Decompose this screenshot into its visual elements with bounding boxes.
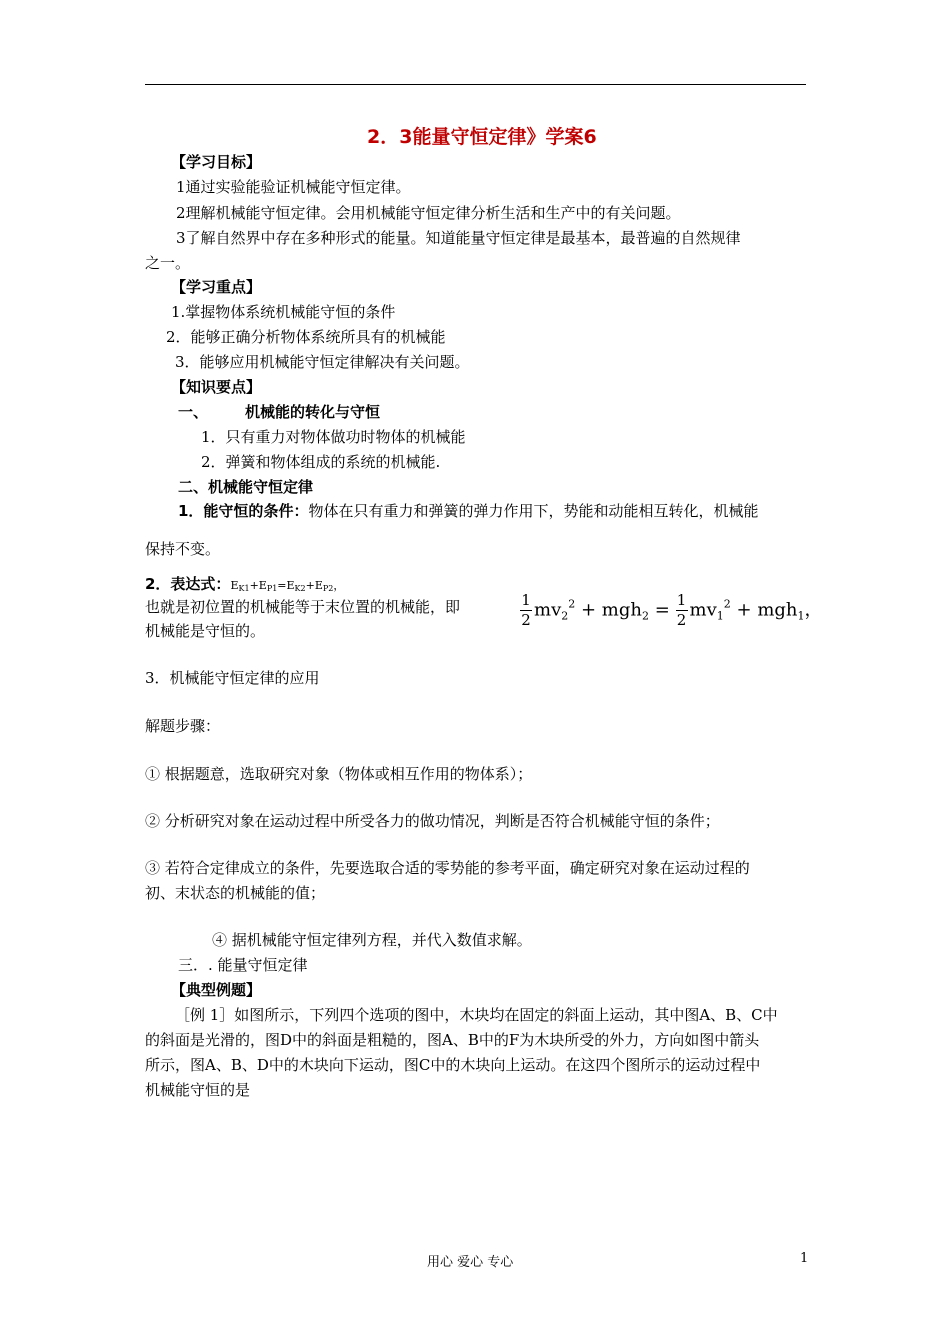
examples-heading: 【典型例题】 [171, 981, 262, 999]
goal-3-cont: 之一。 [145, 254, 191, 272]
step-3: ③ 若符合定律成立的条件，先要选取合适的零势能的参考平面，确定研究对象在运动过程的 [145, 859, 750, 877]
step-2: ② 分析研究对象在运动过程中所受各力的做功情况，判断是否符合机械能守恒的条件； [145, 812, 720, 830]
section1-number: 一、 [178, 403, 209, 421]
expression-text-cont: 机械能是守恒的。 [145, 622, 266, 640]
example-line-1: ［例 1］如图所示，下列四个选项的图中，木块均在固定的斜面上运动，其中图A、B、C中 [175, 1006, 778, 1024]
steps-label: 解题步骤： [145, 717, 221, 735]
expression-label: 2．表达式： [145, 575, 231, 593]
goals-heading: 【学习目标】 [171, 153, 262, 171]
section1-title: 机械能的转化与守恒 [245, 403, 381, 421]
section1-item-2: 2．弹簧和物体组成的系统的机械能. [201, 453, 441, 471]
key-point-3: 3．能够应用机械能守恒定律解决有关问题。 [175, 353, 470, 371]
condition-text-cont: 保持不变。 [145, 540, 221, 558]
goal-1: 1通过实验能验证机械能守恒定律。 [176, 178, 411, 196]
example-line-2: 的斜面是光滑的，图D中的斜面是粗糙的，图A、B中的F为木块所受的外力，方向如图中箭头 [145, 1031, 760, 1049]
expression-formula-text: $E_{K1}+E_{P1}=E_{K2}+E_{P2}$， [230, 579, 345, 593]
example-line-3: 所示，图A、B、D中的木块向下运动，图C中的木块向上运动。在这四个图所示的运动过程中 [145, 1056, 761, 1074]
goal-3: 3了解自然界中存在多种形式的能量。知道能量守恒定律是最基本，最普遍的自然规律 [176, 229, 741, 247]
goal-2: 2理解机械能守恒定律。会用机械能守恒定律分析生活和生产中的有关问题。 [176, 204, 681, 222]
condition-label: 1．能守恒的条件： [178, 502, 309, 520]
page-number: 1 [800, 1251, 809, 1266]
application-title: 3．机械能守恒定律的应用 [145, 669, 320, 687]
half-fraction-left: $\frac{1}{2}$ [521, 591, 531, 629]
section2-title: 二、机械能守恒定律 [178, 478, 314, 496]
example-line-4: 机械能守恒的是 [145, 1081, 251, 1099]
section3-title: 三．. 能量守恒定律 [178, 956, 308, 974]
knowledge-heading: 【知识要点】 [171, 378, 262, 396]
half-fraction-right: $\frac{1}{2}$ [676, 591, 687, 629]
condition-text: 物体在只有重力和弹簧的弹力作用下，势能和动能相互转化，机械能 [308, 502, 759, 520]
step-1: ① 根据题意，选取研究对象（物体或相互作用的物体系）； [145, 765, 533, 783]
page-title: 2．3能量守恒定律》学案6 [367, 126, 597, 148]
header-rule [145, 84, 806, 85]
key-points-heading: 【学习重点】 [171, 278, 262, 296]
key-point-2: 2．能够正确分析物体系统所具有的机械能 [166, 328, 446, 346]
footer-text: 用心 爱心 专心 [427, 1255, 514, 1270]
step-3-cont: 初、末状态的机械能的值； [145, 884, 326, 902]
condition-line [178, 501, 758, 521]
expression-text: 也就是初位置的机械能等于末位置的机械能，即 [145, 598, 461, 616]
section1-item-1: 1．只有重力对物体做功时物体的机械能 [201, 428, 466, 446]
expression-line [145, 574, 344, 599]
step-4: ④ 据机械能守恒定律列方程，并代入数值求解。 [212, 931, 532, 949]
key-point-1: 1.掌握物体系统机械能守恒的条件 [171, 303, 396, 321]
energy-formula: $\frac{1}{2}$ $mv_2^2 + mgh_2$ = $\frac{1}{2}$ $mv_1^2 + mgh_1$， [521, 591, 823, 629]
